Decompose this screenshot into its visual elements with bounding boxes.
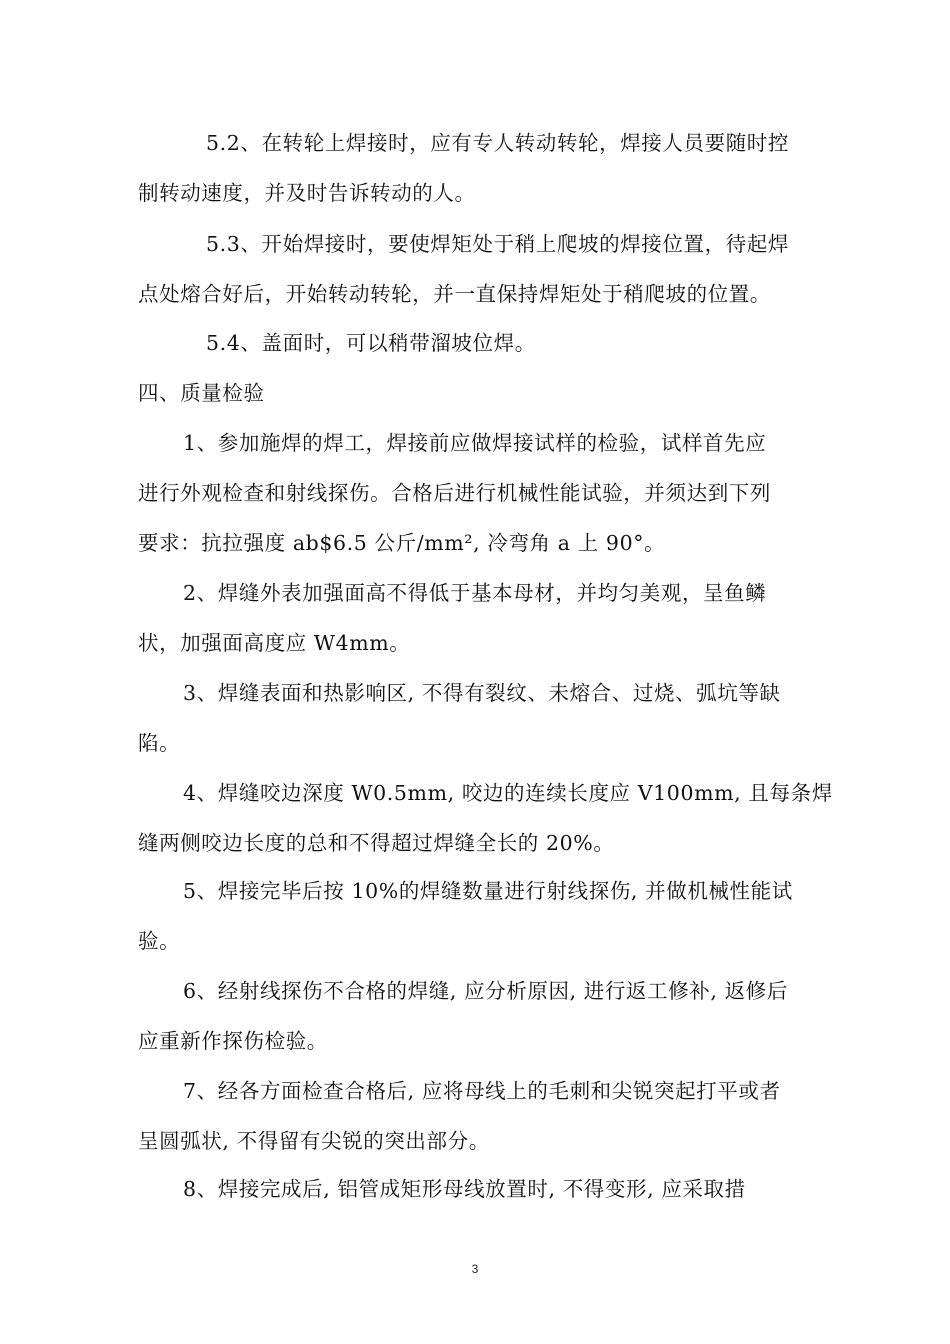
text-line: 点处熔合好后，开始转动转轮，并一直保持焊矩处于稍爬坡的位置。 (138, 282, 771, 306)
text-line: 7、经各方面检查合格后, 应将母线上的毛刺和尖锐突起打平或者 (183, 1079, 781, 1103)
paragraph-3 (138, 668, 818, 768)
text-line: 要求：抗拉强度 ab$6.5 公斤/mm², 冷弯角 a 上 90°。 (138, 531, 666, 555)
paragraph-7 (138, 1066, 818, 1166)
paragraph-5 (138, 866, 818, 966)
text-line: 缝两侧咬边长度的总和不得超过焊缝全长的 20%。 (138, 831, 615, 855)
text-line: 验。 (138, 929, 181, 953)
paragraph-6 (138, 966, 818, 1066)
text-line: 应重新作探伤检验。 (138, 1029, 328, 1053)
paragraph-1 (138, 418, 818, 568)
paragraph-5-3 (138, 219, 818, 319)
text-line: 进行外观检查和射线探伤。合格后进行机械性能试验，并须达到下列 (138, 481, 771, 505)
text-line: 2、焊缝外表加强面高不得低于基本母材，并均匀美观，呈鱼鳞 (183, 581, 767, 605)
page-number: 3 (471, 1262, 479, 1276)
text-line: 5.2、在转轮上焊接时，应有专人转动转轮，焊接人员要随时控 (206, 131, 789, 155)
paragraph-5-2 (138, 118, 818, 218)
paragraph-2 (138, 568, 818, 668)
section-title: 四、质量检验 (138, 381, 265, 405)
text-line: 3、焊缝表面和热影响区, 不得有裂纹、未熔合、过烧、弧坑等缺 (183, 681, 781, 705)
text-line: 5.3、开始焊接时，要使焊矩处于稍上爬坡的焊接位置，待起焊 (206, 232, 789, 256)
text-line: 8、焊接完成后, 铝管成矩形母线放置时, 不得变形, 应采取措 (183, 1177, 746, 1201)
text-line: 5、焊接完毕后按 10%的焊缝数量进行射线探伤, 并做机械性能试 (183, 879, 793, 903)
text-line: 制转动速度，并及时告诉转动的人。 (138, 181, 476, 205)
paragraph-5-4 (138, 318, 818, 368)
section-heading (138, 368, 818, 418)
text-line: 1、参加施焊的焊工，焊接前应做焊接试样的检验，试样首先应 (183, 431, 767, 455)
text-line: 4、焊缝咬边深度 W0.5mm, 咬边的连续长度应 V100mm, 且每条焊 (183, 781, 833, 805)
paragraph-4 (138, 768, 833, 868)
paragraph-8 (138, 1164, 818, 1214)
text-line: 呈圆弧状, 不得留有尖锐的突出部分。 (138, 1129, 490, 1153)
text-line: 6、经射线探伤不合格的焊缝, 应分析原因, 进行返工修补, 返修后 (183, 979, 788, 1003)
text-line: 5.4、盖面时，可以稍带溜坡位焊。 (206, 331, 536, 355)
text-line: 陷。 (138, 731, 181, 755)
text-line: 状，加强面高度应 W4mm。 (138, 631, 411, 655)
